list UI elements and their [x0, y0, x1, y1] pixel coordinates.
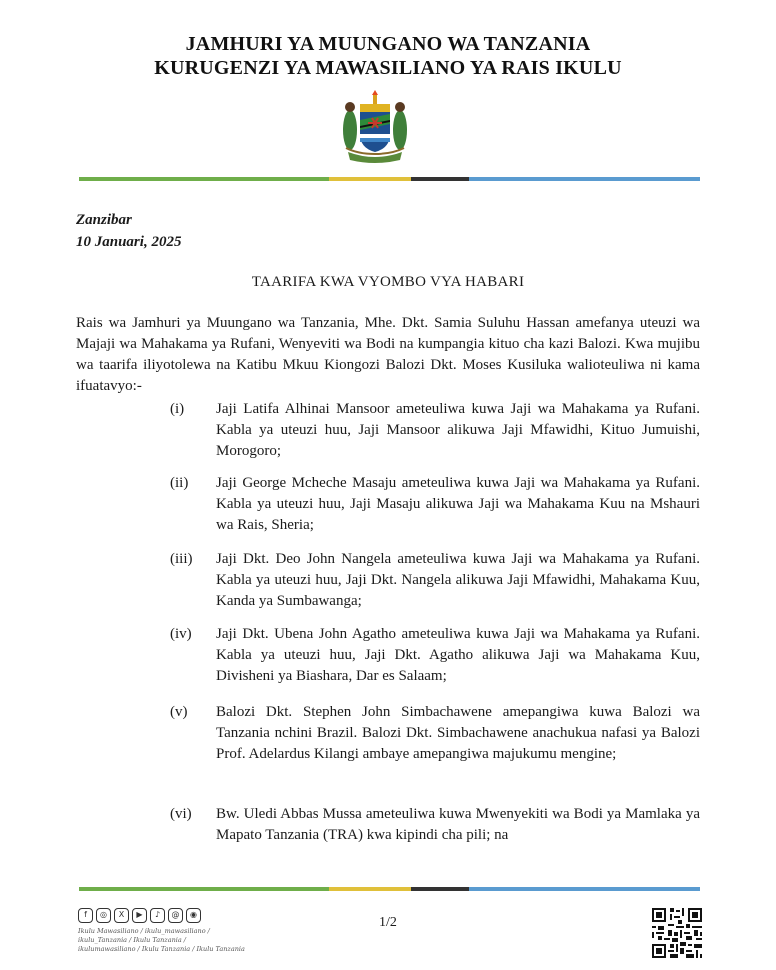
- dateline: [76, 209, 181, 253]
- header-line-2: KURUGENZI YA MAWASILIANO YA RAIS IKULU: [154, 57, 622, 79]
- podcast-icon[interactable]: ◉: [186, 908, 201, 923]
- list-item-number: (ii): [170, 475, 189, 491]
- list-item-number: (iv): [170, 626, 192, 642]
- list-item-text: Jaji Latifa Alhinai Mansoor ameteuliwa kuwa Jaji wa Mahakama ya Rufani. Kabla ya uteuzi huu, Jaji Mansoor alikuwa Jaji Mfawidhi, Kituo Jumuishi, Morogoro;: [216, 401, 700, 459]
- list-item-text: Bw. Uledi Abbas Mussa ameteuliwa kuwa Mwenyekiti wa Bodi ya Mamlaka ya Mapato Tanzania (TRA) kwa kipindi cha pili; na: [216, 806, 700, 843]
- page-number: 1/2: [379, 915, 397, 930]
- list-item-number: (i): [170, 401, 185, 417]
- footer-color-stripe: [79, 887, 700, 891]
- tiktok-icon[interactable]: ♪: [150, 908, 165, 923]
- handles-line: ikulu_Tanzania / Ikulu Tanzania /: [78, 936, 186, 944]
- stripe-yellow: [329, 177, 411, 181]
- list-item-text: Jaji George Mcheche Masaju ameteuliwa kuwa Jaji wa Mahakama ya Rufani. Kabla ya uteuzi huu, Jaji Masaju alikuwa Jaji wa Mahakama Kuu na Mshauri wa Rais, Sheria;: [216, 475, 700, 533]
- threads-icon[interactable]: @: [168, 908, 183, 923]
- stripe-black: [411, 177, 469, 181]
- document-header: [0, 32, 776, 80]
- intro-paragraph: Rais wa Jamhuri ya Muungano wa Tanzania, Mhe. Dkt. Samia Suluhu Hassan amefanya uteuzi wa Majaji wa Mahakama ya Rufani, Wenyeviti wa Bodi na kumpangia kituo cha kazi Balozi. Kwa mujibu wa taarifa iliyotolewa na Katibu Mkuu Kiongozi Balozi Dkt. Moses Kusiluka walioteuliwa ni kama ifuatavyo:-: [76, 315, 700, 394]
- stripe-green: [79, 887, 329, 891]
- handles-line: ikulumawasiliano / Ikulu Tanzania / Ikulu Tanzania: [78, 945, 245, 953]
- header-color-stripe: [79, 177, 700, 181]
- list-item-number: (iii): [170, 551, 193, 567]
- header-line-1: JAMHURI YA MUUNGANO WA TANZANIA: [185, 33, 591, 55]
- document-title: TAARIFA KWA VYOMBO VYA HABARI: [251, 274, 525, 290]
- x-icon[interactable]: X: [114, 908, 129, 923]
- list-item-text: Balozi Dkt. Stephen John Simbachawene amepangiwa kuwa Balozi wa Tanzania nchini Brazil. Balozi Dkt. Simbachawene anachukua nafasi ya Balozi Prof. Adelardus Kilangi ambaye amepangiwa majukumu mengine;: [216, 704, 700, 762]
- instagram-icon[interactable]: ◎: [96, 908, 111, 923]
- coat-of-arms-emblem: [338, 90, 412, 164]
- handles-line: Ikulu Mawasiliano / ikulu_mawasiliano /: [78, 927, 210, 935]
- stripe-blue: [469, 177, 700, 181]
- stripe-black: [411, 887, 469, 891]
- qr-code[interactable]: [652, 908, 702, 958]
- place-name: Zanzibar: [76, 212, 132, 228]
- social-handles: [78, 927, 278, 954]
- issue-date: 10 Januari, 2025: [76, 234, 182, 250]
- youtube-icon[interactable]: ▶: [132, 908, 147, 923]
- stripe-green: [79, 177, 329, 181]
- list-item-number: (vi): [170, 806, 192, 822]
- stripe-yellow: [329, 887, 411, 891]
- list-item-text: Jaji Dkt. Deo John Nangela ameteuliwa kuwa Jaji wa Mahakama ya Rufani. Kabla ya uteuzi huu, Jaji Dkt. Nangela alikuwa Jaji Mfawidhi, Mahakama Kuu, Kanda ya Sumbawanga;: [216, 551, 700, 609]
- list-item-number: (v): [170, 704, 188, 720]
- list-item-text: Jaji Dkt. Ubena John Agatho ameteuliwa kuwa Jaji wa Mahakama ya Rufani. Kabla ya uteuzi huu, Jaji Dkt. Agatho alikuwa Jaji wa Mahakama Kuu, Divisheni ya Biashara, Dar es Salaam;: [216, 626, 700, 684]
- stripe-blue: [469, 887, 700, 891]
- facebook-icon[interactable]: f: [78, 908, 93, 923]
